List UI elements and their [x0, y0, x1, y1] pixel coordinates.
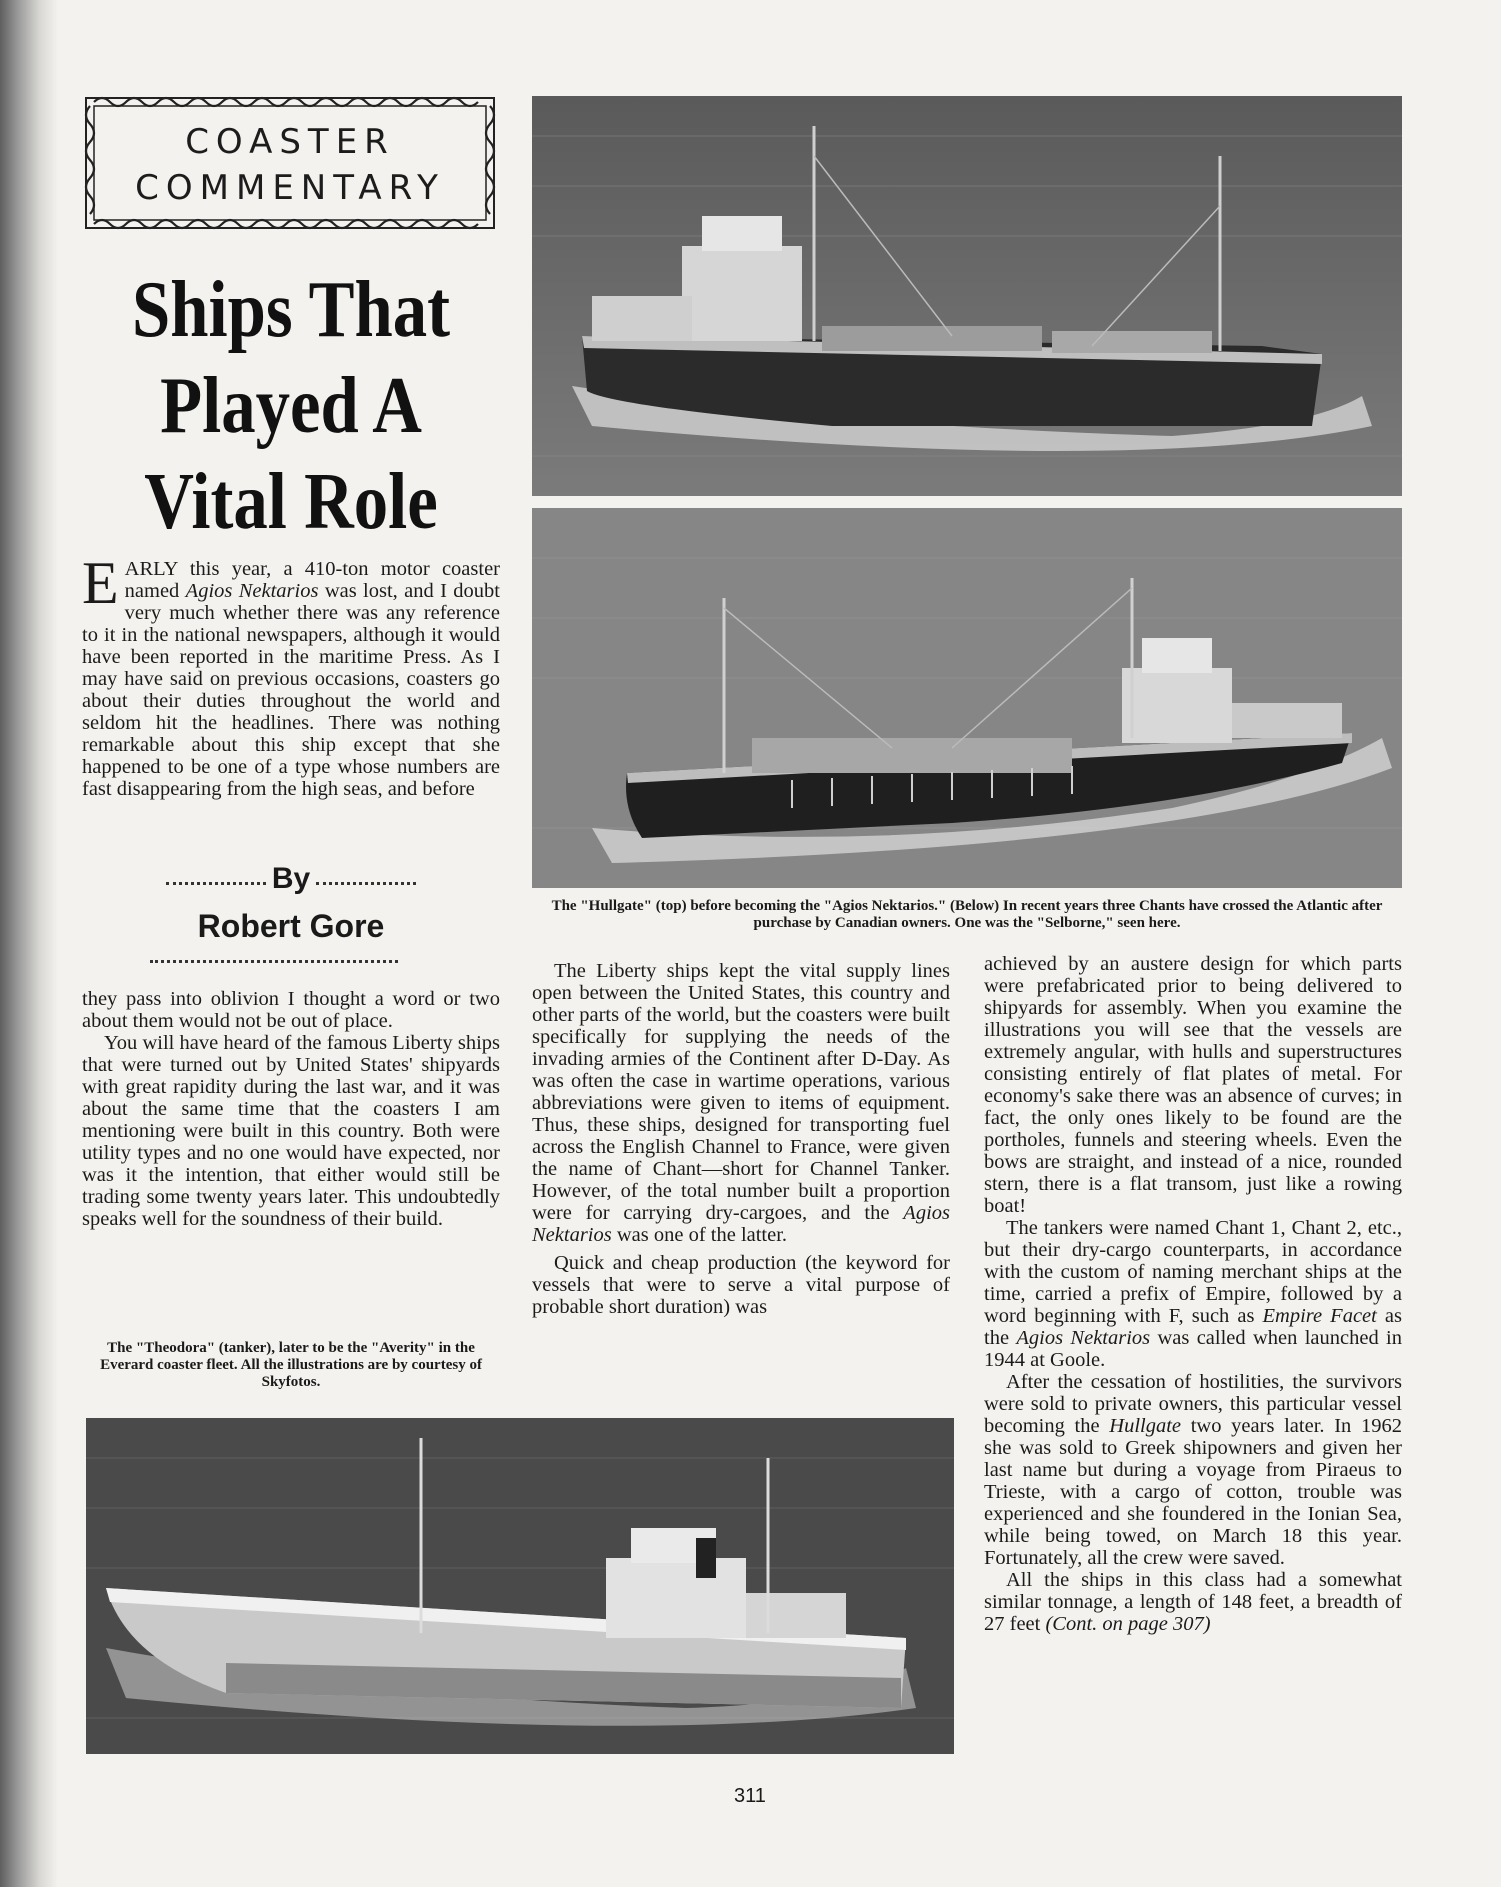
caption-theodora: The "Theodora" (tanker), later to be the "Averity" in the Everard coaster fleet. All the illustrations are by courtesy of Skyfotos. [100, 1340, 482, 1390]
col1-paragraph-1: they pass into oblivion I thought a word or two about them would not be out of place. [82, 988, 500, 1032]
col2-text-a: The Liberty ships kept the vital supply lines open between the United States, this country and other parts of the world, but the coasters were built specifically for supplying the needs of the invading armies of the Continent after D-Day. As was often the case in wartime operations, various abbreviations were given to items of equipment. Thus, these ships, designed for transporting fuel across the English Channel to France, were given the name of Chant—short for Channel Tanker. However, of the total number built a proportion were for carrying dry-cargoes, and the [532, 960, 950, 1224]
col3-paragraph-1: achieved by an austere design for which parts were prefabricated prior to being delivered to shipyards for assembly. When you examine the illustrations you will see that the vessels are extremely angular, with hulls and superstructures consisting entirely of flat plates of metal. For economy's sake there was an absence of curves; in fact, the only ones likely to be found are the portholes, funnels and steering wheels. Even the bows are straight, and instead of a nice, rounded stern, there is a flat transom, just like a rowing boat! [984, 953, 1402, 1217]
column-1 [82, 988, 500, 1230]
col3-p3-ship: Hullgate [1109, 1415, 1182, 1437]
banner-line-coaster: COASTER [185, 122, 395, 162]
author-name: Robert Gore [197, 908, 385, 944]
title-line-1: Ships That [131, 266, 451, 354]
column-2 [532, 960, 950, 1318]
col3-p2-text-b: as the [984, 1305, 1402, 1349]
article-title [111, 262, 470, 550]
page-gutter-shadow [0, 0, 58, 1887]
col3-p4-text: All the ships in this class had a somewhat similar tonnage, a length of 148 feet, a breadth of 27 feet [984, 1569, 1402, 1635]
col1-paragraph-2: You will have heard of the famous Liberty ships that were turned out by United States' shipyards with great rapidity during the last war, and it was about the same time that the coasters I am mentioning were built in this country. Both were utility types and no one would have expected, nor was it the intention, that either would still be trading some twenty years later. This undoubtedly speaks well for the soundness of their build. [82, 1032, 500, 1230]
col3-p2-text-c: was called when launched in 1944 at Goole. [984, 1327, 1403, 1371]
page-number: 311 [734, 1785, 766, 1807]
col3-p3-text-a: After the cessation of hostilities, the survivors were sold to private owners, this particular vessel becoming the [984, 1371, 1402, 1437]
title-line-2: Played A [160, 362, 422, 450]
title-line-3: Vital Role [144, 458, 438, 546]
col3-paragraph-4 [984, 1569, 1402, 1635]
intro-ship-name: Agios Nektarios [185, 580, 319, 602]
intro-text-1: ARLY this year, a 410-ton motor coaster named [124, 558, 500, 602]
continued-on-page: (Cont. on page 307) [1045, 1613, 1211, 1635]
banner-rope-border [80, 92, 500, 234]
col3-paragraph-3 [984, 1371, 1402, 1569]
coaster-commentary-banner [80, 92, 500, 234]
col2-paragraph-2: Quick and cheap production (the keyword for vessels that were to serve a vital purpose of probable short duration) was [532, 1252, 950, 1318]
intro-paragraph [82, 550, 500, 800]
photo-selborne [532, 508, 1402, 888]
col3-p3-text-b: two years later. In 1962 she was sold to Greek shipowners and given her last name but during a voyage from Piraeus to Trieste, with a cargo of cotton, trouble was experienced and she foundered in the Ionian Sea, while being towed, on March 18 this year. Fortunately, all the crew were saved. [984, 1415, 1402, 1569]
col3-paragraph-2 [984, 1217, 1402, 1371]
col3-p2-ship-2: Agios Nektarios [1016, 1327, 1151, 1349]
column-3 [984, 953, 1402, 1635]
col3-p2-ship-1: Empire Facet [1262, 1305, 1377, 1327]
col2-text-b: was one of the latter. [611, 1224, 788, 1246]
byline-by: By [271, 862, 311, 895]
col3-p2-text-a: The tankers were named Chant 1, Chant 2, etc., but their dry-cargo counterparts, in accordance with the custom of naming merchant ships at the time, carried a prefix of Empire, followed by a word beginning with F, such as [984, 1217, 1402, 1327]
banner-line-commentary: COMMENTARY [135, 168, 445, 208]
caption-hullgate-selborne: The "Hullgate" (top) before becoming the "Agios Nektarios." (Below) In recent years three Chants have crossed the Atlantic after purchase by Canadian owners. One was the "Selborne," seen here. [551, 898, 1383, 931]
photo-hullgate [532, 96, 1402, 496]
drop-cap: E [82, 550, 119, 616]
col2-ship-name: Agios Nektarios [532, 1202, 950, 1246]
byline [82, 862, 500, 896]
photo-theodora [86, 1418, 954, 1754]
author-rule [150, 960, 398, 963]
col2-paragraph-1 [532, 960, 950, 1246]
intro-text-2: was lost, and I doubt very much whether there was any reference to it in the national newspapers, although it would have been reported in the maritime Press. As I may have said on previous occasions, coasters go about their duties throughout the world and seldom hit the headlines. There was nothing remarkable about this ship except that she happened to be one of a type whose numbers are fast disappearing from the high seas, and before [82, 580, 500, 800]
